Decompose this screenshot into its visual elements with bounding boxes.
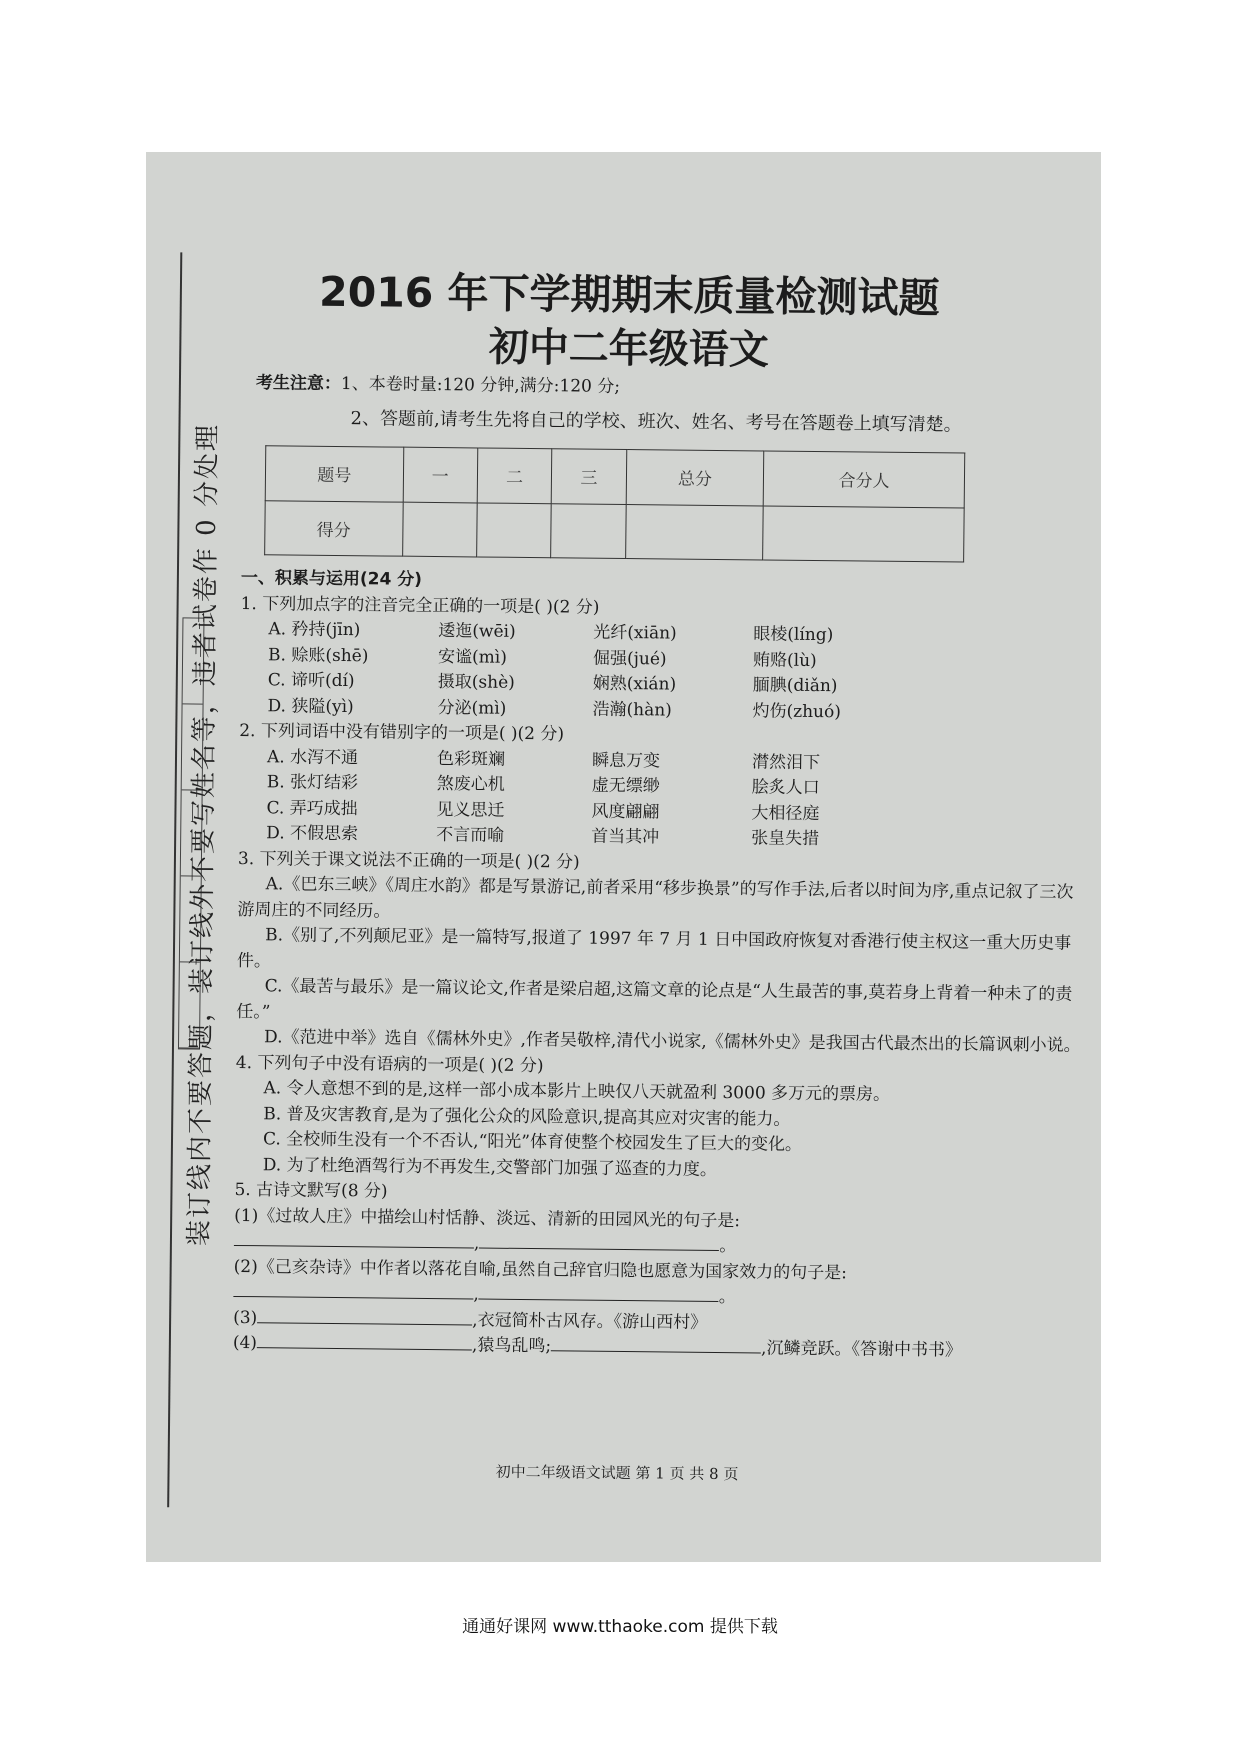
score-table: [264, 445, 965, 562]
question-5-item-1-answer: , 。: [234, 1229, 1079, 1263]
notice-line-2: 2、答题前,请考生先将自己的学校、班次、姓名、考号在答题卷上填写清楚。: [350, 408, 962, 436]
score-cell[interactable]: [551, 503, 626, 558]
question-4-option-a: A. 令人意想不到的是,这样一部小成本影片上映仅八天就盈利 3000 多万元的票房。: [263, 1078, 891, 1105]
question-3-option-b: B.《别了,不列颠尼亚》是一篇特写,报道了 1997 年 7 月 1 日中国政府恢复对香港行使主权这一重大历史事件。: [236, 925, 1072, 971]
question-3-stem: 3. 下列关于课文说法不正确的一项是( )(2 分): [237, 848, 580, 873]
question-4-option-c: C. 全校师生没有一个不否认,“阳光”体育使整个校园发生了巨大的变化。: [262, 1129, 803, 1155]
answer-blank[interactable]: [234, 1229, 474, 1249]
question-3-option-d: D.《范进中举》选自《儒林外史》,作者吴敬梓,清代小说家,《儒林外史》是我国古代最杰出的长篇讽刺小说。: [263, 1027, 1081, 1056]
question-3-option-a: A.《巴东三峡》《周庄水韵》都是写景游记,前者采用“移步换景”的写作手法,后者以时间为序,重点记叙了三次游周庄的不同经历。: [237, 874, 1074, 922]
question-5-item-2-answer: , 。: [233, 1280, 1078, 1314]
score-cell[interactable]: [763, 505, 964, 562]
page-number: 初中二年级语文试题 第 1 页 共 8 页: [495, 1462, 739, 1484]
scanned-page-photo: [146, 152, 1101, 1562]
section-1-title: 一、积累与运用(24 分): [240, 567, 423, 590]
question-4-stem: 4. 下列句子中没有语病的一项是( )(2 分): [235, 1052, 544, 1076]
question-5-item-4: (4) ,猿鸟乱鸣; ,沉鳞竞跃。《答谢中书书》: [232, 1332, 963, 1361]
answer-blank[interactable]: [479, 1232, 719, 1252]
binding-warning-text: 装订线内不要答题，装订线外不要写姓名等，违者试卷作 0 分处理: [184, 422, 224, 1247]
question-1-stem: 1. 下列加点字的注音完全正确的一项是( )(2 分): [240, 593, 600, 618]
question-1-options: A. 矜持(jīn) 逶迤(wēi) 光纤(xiān) 眼棱(líng) B. 赊账(shē) 安谧(mì) 倔强(jué) 贿赂(lù) C. 谛听(dí) 摄取(shè) 娴熟(xián) 腼腆(diǎn) D. 狭隘(yì) 分泌(mì) 浩瀚(hàn) 灼伤(zhuó): [267, 619, 841, 722]
notice-line-1: 考生注意：1、本卷时量:120 分钟,满分:120 分;: [255, 373, 621, 397]
answer-blank[interactable]: [479, 1283, 719, 1303]
question-5-item-1: (1)《过故人庄》中描绘山村恬静、淡远、清新的田园风光的句子是:: [234, 1205, 741, 1231]
exam-page: [146, 152, 1101, 1562]
answer-blank[interactable]: [233, 1280, 473, 1300]
score-table-score-row: 得分: [265, 500, 965, 562]
download-footer: 通通好课网 www.tthaoke.com 提供下载: [462, 1617, 778, 1637]
question-4-option-d: D. 为了杜绝酒驾行为不再发生,交警部门加强了巡查的力度。: [262, 1154, 718, 1180]
question-5-stem: 5. 古诗文默写(8 分): [234, 1179, 388, 1202]
exam-subtitle: 初中二年级语文: [488, 324, 770, 374]
exam-title: 2016 年下学期期末质量检测试题: [318, 267, 940, 323]
question-2-options: A. 水泻不通 色彩斑斓 瞬息万变 潸然泪下 B. 张灯结彩 煞废心机 虚无缥缈 脍炙人口 C. 弄巧成拙 见义思迁 风度翩翩 大相径庭 D. 不假思索 不言而喻 首当其冲 张皇失措: [266, 746, 821, 850]
answer-blank[interactable]: [551, 1334, 761, 1353]
notice-label: 考生注意：: [255, 373, 342, 395]
answer-blank[interactable]: [257, 1331, 472, 1350]
question-4-option-b: B. 普及灾害教育,是为了强化公众的风险意识,提高其应对灾害的能力。: [263, 1103, 791, 1130]
score-cell[interactable]: [625, 504, 763, 560]
question-5-item-3: (3) ,衣冠简朴古风存。《游山西村》: [233, 1307, 708, 1333]
answer-blank[interactable]: [257, 1306, 472, 1325]
score-cell[interactable]: [402, 502, 477, 557]
question-2-stem: 2. 下列词语中没有错别字的一项是( )(2 分): [239, 720, 565, 745]
question-3-option-c: C.《最苦与最乐》是一篇议论文,作者是梁启超,这篇文章的论点是“人生最苦的事,莫若身上背着一种未了的责任。”: [236, 976, 1073, 1022]
question-5-item-2: (2)《己亥杂诗》中作者以落花自喻,虽然自己辞官归隐也愿意为国家效力的句子是:: [233, 1256, 847, 1283]
score-cell[interactable]: [477, 502, 552, 557]
exam-content: [233, 566, 1086, 1365]
score-table-header-row: 题号 一 二 三 总分 合分人: [265, 446, 965, 508]
